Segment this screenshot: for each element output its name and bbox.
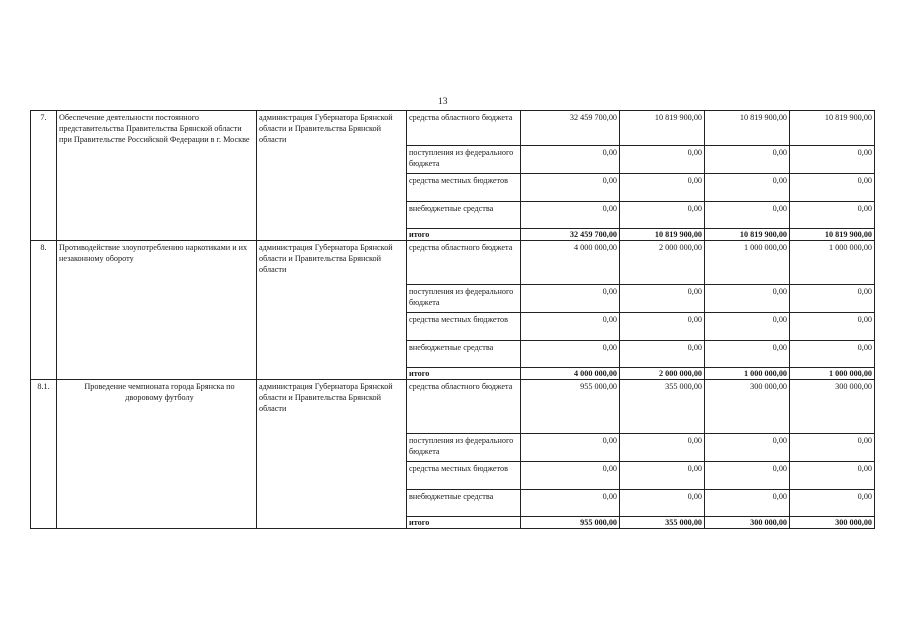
funding-source: средства местных бюджетов bbox=[407, 174, 521, 202]
funding-source: средства местных бюджетов bbox=[407, 462, 521, 490]
row-number: 8. bbox=[31, 241, 57, 380]
amount-year-2: 0,00 bbox=[705, 174, 790, 202]
amount-year-3: 0,00 bbox=[790, 313, 875, 341]
amount-year-2: 0,00 bbox=[705, 490, 790, 517]
amount-total: 0,00 bbox=[521, 174, 620, 202]
funding-source: итого bbox=[407, 229, 521, 241]
funding-source: поступления из федерального бюджета bbox=[407, 434, 521, 462]
amount-total: 0,00 bbox=[521, 490, 620, 517]
amount-total: 955 000,00 bbox=[521, 380, 620, 434]
amount-year-3: 0,00 bbox=[790, 174, 875, 202]
activity-title: Обеспечение деятельности постоянного представительства Правительства Брянской области при Правительстве Российской Федерации в г. Москве bbox=[57, 111, 257, 241]
amount-year-1: 0,00 bbox=[620, 462, 705, 490]
budget-table bbox=[30, 110, 875, 529]
amount-total: 0,00 bbox=[521, 462, 620, 490]
amount-year-1: 0,00 bbox=[620, 202, 705, 229]
activity-title: Проведение чемпионата города Брянска по дворовому футболу bbox=[57, 380, 257, 529]
amount-year-3: 300 000,00 bbox=[790, 517, 875, 529]
amount-year-2: 1 000 000,00 bbox=[705, 368, 790, 380]
amount-year-2: 0,00 bbox=[705, 146, 790, 174]
amount-year-1: 2 000 000,00 bbox=[620, 368, 705, 380]
amount-year-3: 0,00 bbox=[790, 202, 875, 229]
amount-total: 32 459 700,00 bbox=[521, 111, 620, 146]
amount-year-2: 0,00 bbox=[705, 313, 790, 341]
executor: администрация Губернатора Брянской области и Правительства Брянской области bbox=[257, 241, 407, 380]
funding-source: итого bbox=[407, 368, 521, 380]
amount-year-3: 10 819 900,00 bbox=[790, 229, 875, 241]
activity-title: Противодействие злоупотреблению наркотиками и их незаконному обороту bbox=[57, 241, 257, 380]
amount-year-3: 0,00 bbox=[790, 285, 875, 313]
amount-year-1: 355 000,00 bbox=[620, 517, 705, 529]
amount-total: 4 000 000,00 bbox=[521, 241, 620, 285]
amount-total: 0,00 bbox=[521, 202, 620, 229]
amount-total: 0,00 bbox=[521, 313, 620, 341]
amount-year-3: 300 000,00 bbox=[790, 380, 875, 434]
amount-year-2: 10 819 900,00 bbox=[705, 111, 790, 146]
amount-year-2: 0,00 bbox=[705, 285, 790, 313]
funding-source: средства местных бюджетов bbox=[407, 313, 521, 341]
amount-year-2: 10 819 900,00 bbox=[705, 229, 790, 241]
amount-total: 32 459 700,00 bbox=[521, 229, 620, 241]
amount-year-1: 0,00 bbox=[620, 285, 705, 313]
amount-total: 955 000,00 bbox=[521, 517, 620, 529]
funding-source: средства областного бюджета bbox=[407, 241, 521, 285]
amount-year-3: 1 000 000,00 bbox=[790, 368, 875, 380]
table-row bbox=[31, 241, 875, 285]
amount-year-1: 0,00 bbox=[620, 341, 705, 368]
amount-total: 4 000 000,00 bbox=[521, 368, 620, 380]
amount-year-1: 10 819 900,00 bbox=[620, 111, 705, 146]
amount-year-2: 300 000,00 bbox=[705, 380, 790, 434]
funding-source: поступления из федерального бюджета bbox=[407, 285, 521, 313]
funding-source: средства областного бюджета bbox=[407, 111, 521, 146]
funding-source: поступления из федерального бюджета bbox=[407, 146, 521, 174]
amount-total: 0,00 bbox=[521, 146, 620, 174]
table-row bbox=[31, 380, 875, 434]
row-number: 8.1. bbox=[31, 380, 57, 529]
table-row bbox=[31, 111, 875, 146]
amount-year-3: 0,00 bbox=[790, 146, 875, 174]
amount-year-1: 0,00 bbox=[620, 490, 705, 517]
amount-year-3: 0,00 bbox=[790, 434, 875, 462]
amount-year-3: 1 000 000,00 bbox=[790, 241, 875, 285]
amount-year-2: 0,00 bbox=[705, 434, 790, 462]
amount-year-3: 10 819 900,00 bbox=[790, 111, 875, 146]
amount-year-1: 0,00 bbox=[620, 313, 705, 341]
amount-year-1: 0,00 bbox=[620, 434, 705, 462]
executor: администрация Губернатора Брянской области и Правительства Брянской области bbox=[257, 380, 407, 529]
executor: администрация Губернатора Брянской области и Правительства Брянской области bbox=[257, 111, 407, 241]
amount-total: 0,00 bbox=[521, 341, 620, 368]
amount-total: 0,00 bbox=[521, 434, 620, 462]
amount-year-1: 10 819 900,00 bbox=[620, 229, 705, 241]
amount-year-1: 355 000,00 bbox=[620, 380, 705, 434]
amount-year-3: 0,00 bbox=[790, 490, 875, 517]
amount-year-3: 0,00 bbox=[790, 341, 875, 368]
page-number: 13 bbox=[438, 97, 448, 107]
amount-year-2: 0,00 bbox=[705, 341, 790, 368]
funding-source: средства областного бюджета bbox=[407, 380, 521, 434]
funding-source: итого bbox=[407, 517, 521, 529]
amount-year-1: 2 000 000,00 bbox=[620, 241, 705, 285]
amount-year-2: 1 000 000,00 bbox=[705, 241, 790, 285]
funding-source: внебюджетные средства bbox=[407, 490, 521, 517]
amount-total: 0,00 bbox=[521, 285, 620, 313]
amount-year-2: 0,00 bbox=[705, 202, 790, 229]
amount-year-2: 0,00 bbox=[705, 462, 790, 490]
amount-year-2: 300 000,00 bbox=[705, 517, 790, 529]
amount-year-3: 0,00 bbox=[790, 462, 875, 490]
amount-year-1: 0,00 bbox=[620, 146, 705, 174]
funding-source: внебюджетные средства bbox=[407, 341, 521, 368]
row-number: 7. bbox=[31, 111, 57, 241]
funding-source: внебюджетные средства bbox=[407, 202, 521, 229]
amount-year-1: 0,00 bbox=[620, 174, 705, 202]
